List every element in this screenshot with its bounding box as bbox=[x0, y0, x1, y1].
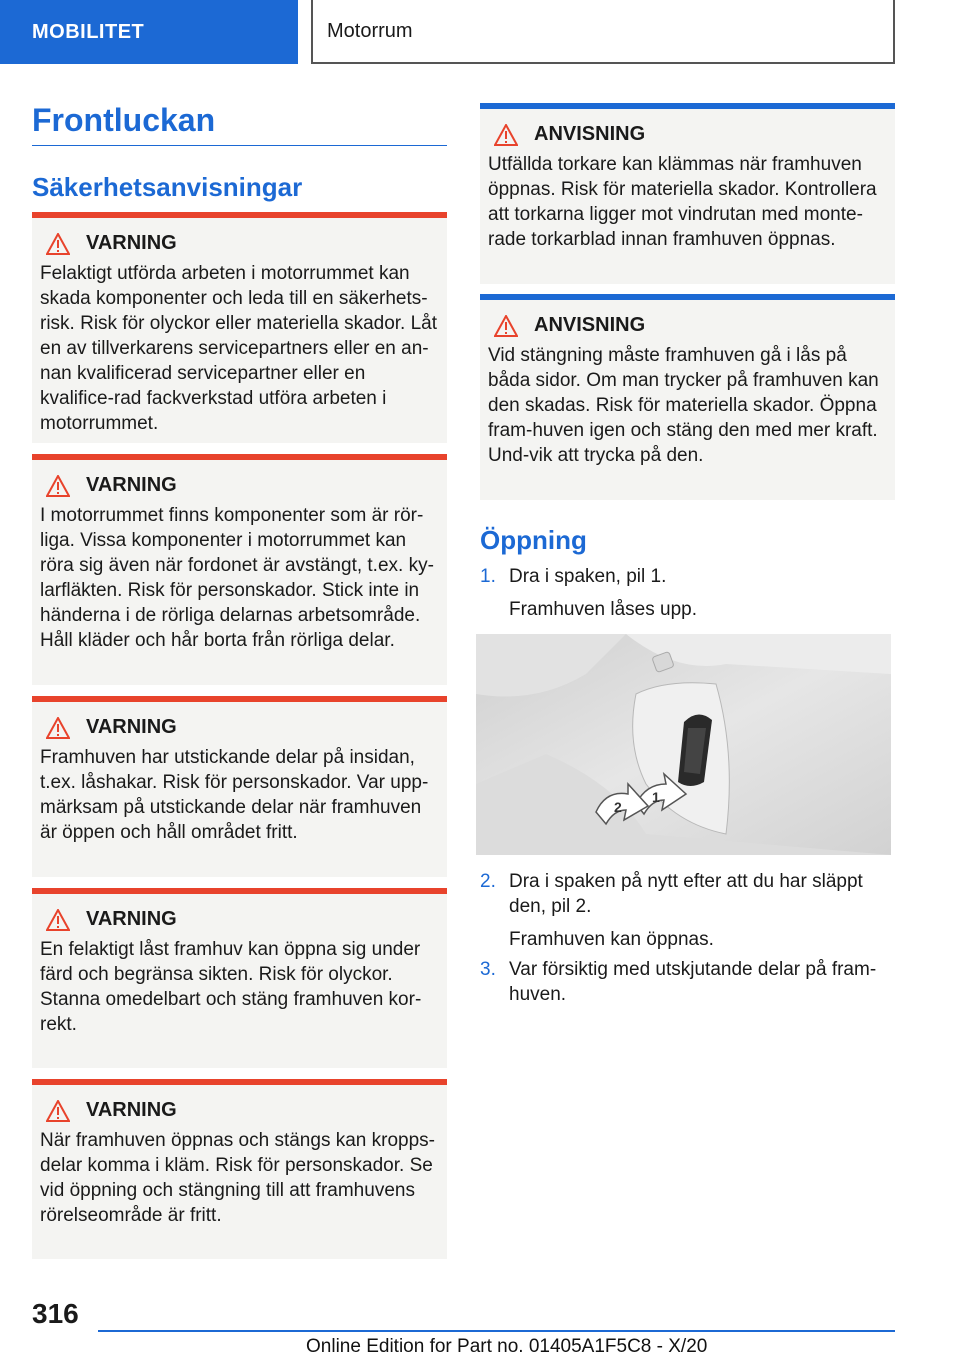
step-result: Framhuven kan öppnas. bbox=[509, 929, 714, 950]
lever-illustration bbox=[476, 634, 891, 855]
warning-label: VARNING bbox=[86, 232, 177, 254]
step-2 bbox=[480, 869, 895, 952]
notice-label: ANVISNING bbox=[534, 314, 646, 336]
footer-edition: Online Edition for Part no. 01405A1F5C8 - X/20 bbox=[306, 1336, 708, 1357]
step-number: 3. bbox=[480, 959, 496, 980]
warning-text: Felaktigt utförda arbeten i motorrummet kan skada komponenter och leda till en säkerhets-risk. Risk för olyckor eller materiella skador. Låt en av tillverkarens servicepartners eller en an-nan kvalificerad servicepartner eller en kvalifice-rad fackverkstad utföra arbeten i motorrummet. bbox=[40, 263, 438, 434]
warning-triangle-icon bbox=[46, 909, 70, 931]
notice-triangle-icon bbox=[494, 315, 518, 337]
step-text: Dra i spaken på nytt efter att du har släppt den, pil 2. bbox=[509, 871, 863, 917]
warning-triangle-icon bbox=[46, 475, 70, 497]
warning-panel-3 bbox=[32, 696, 447, 877]
notice-text: Utfällda torkare kan klämmas när framhuven öppnas. Risk för materiella skador. Kontrollera att torkarna ligger mot vindrutan med monte-rade torkarblad innan framhuven öppnas. bbox=[488, 154, 877, 250]
warning-triangle-icon bbox=[46, 233, 70, 255]
hood-release-lever-figure bbox=[476, 634, 891, 855]
step-1 bbox=[480, 564, 895, 622]
warning-label: VARNING bbox=[86, 716, 177, 738]
section-label: Motorrum bbox=[327, 19, 413, 42]
warning-panel-4 bbox=[32, 888, 447, 1068]
arrow-1-label: 1 bbox=[652, 789, 660, 805]
step-number: 2. bbox=[480, 871, 496, 892]
opening-heading: Öppning bbox=[480, 525, 587, 555]
warning-text: En felaktigt låst framhuv kan öppna sig under färd och begränsa sikten. Risk för olyckor. Stanna omedelbart och stäng framhuven kor-rekt. bbox=[40, 939, 422, 1035]
chapter-tab bbox=[0, 0, 298, 64]
step-result: Framhuven låses upp. bbox=[509, 599, 697, 620]
section-header bbox=[311, 0, 895, 64]
title-rule bbox=[32, 145, 447, 146]
warning-text: När framhuven öppnas och stängs kan kropps-delar komma i kläm. Risk för personskador. Se vid öppning och stängning till att framhuvens rörelseområde är fritt. bbox=[40, 1130, 435, 1226]
warning-triangle-icon bbox=[46, 1100, 70, 1122]
safety-heading: Säkerhetsanvisningar bbox=[32, 172, 303, 202]
step-3 bbox=[480, 957, 895, 1007]
notice-panel-2 bbox=[480, 294, 895, 500]
warning-label: VARNING bbox=[86, 474, 177, 496]
notice-text: Vid stängning måste framhuven gå i lås på båda sidor. Om man trycker på framhuven kan den skadas. Risk för materiella skador. Öppna fram-huven igen och stäng den med mer kraft. Und-vik att trycka på den. bbox=[488, 345, 879, 466]
notice-triangle-icon bbox=[494, 124, 518, 146]
warning-label: VARNING bbox=[86, 1099, 177, 1121]
footer-rule bbox=[98, 1330, 895, 1332]
step-text: Dra i spaken, pil 1. bbox=[509, 566, 667, 587]
step-number: 1. bbox=[480, 566, 496, 587]
page-number: 316 bbox=[32, 1298, 79, 1329]
warning-text: Framhuven har utstickande delar på insidan, t.ex. låshakar. Risk för personskador. Var upp-märksam på utstickande delar när framhuven är öppen och håll området fritt. bbox=[40, 747, 429, 843]
arrow-2-label: 2 bbox=[614, 799, 622, 815]
warning-panel-5 bbox=[32, 1079, 447, 1259]
warning-triangle-icon bbox=[46, 717, 70, 739]
step-text: Var försiktig med utskjutande delar på fram-huven. bbox=[509, 959, 877, 1005]
warning-panel-1 bbox=[32, 212, 447, 443]
chapter-label: MOBILITET bbox=[32, 20, 145, 43]
warning-label: VARNING bbox=[86, 908, 177, 930]
notice-panel-1 bbox=[480, 103, 895, 284]
warning-text: I motorrummet finns komponenter som är rör-liga. Vissa komponenter i motorrummet kan röra sig även när fordonet är avstängt, t.ex. ky-larfläkten. Risk för personskador. Stick inte in händerna i de rörliga delarnas arbetsområde. Håll kläder och hår borta från rörliga delar. bbox=[40, 505, 434, 651]
page-title: Frontluckan bbox=[32, 102, 216, 138]
notice-label: ANVISNING bbox=[534, 123, 646, 145]
warning-panel-2 bbox=[32, 454, 447, 685]
